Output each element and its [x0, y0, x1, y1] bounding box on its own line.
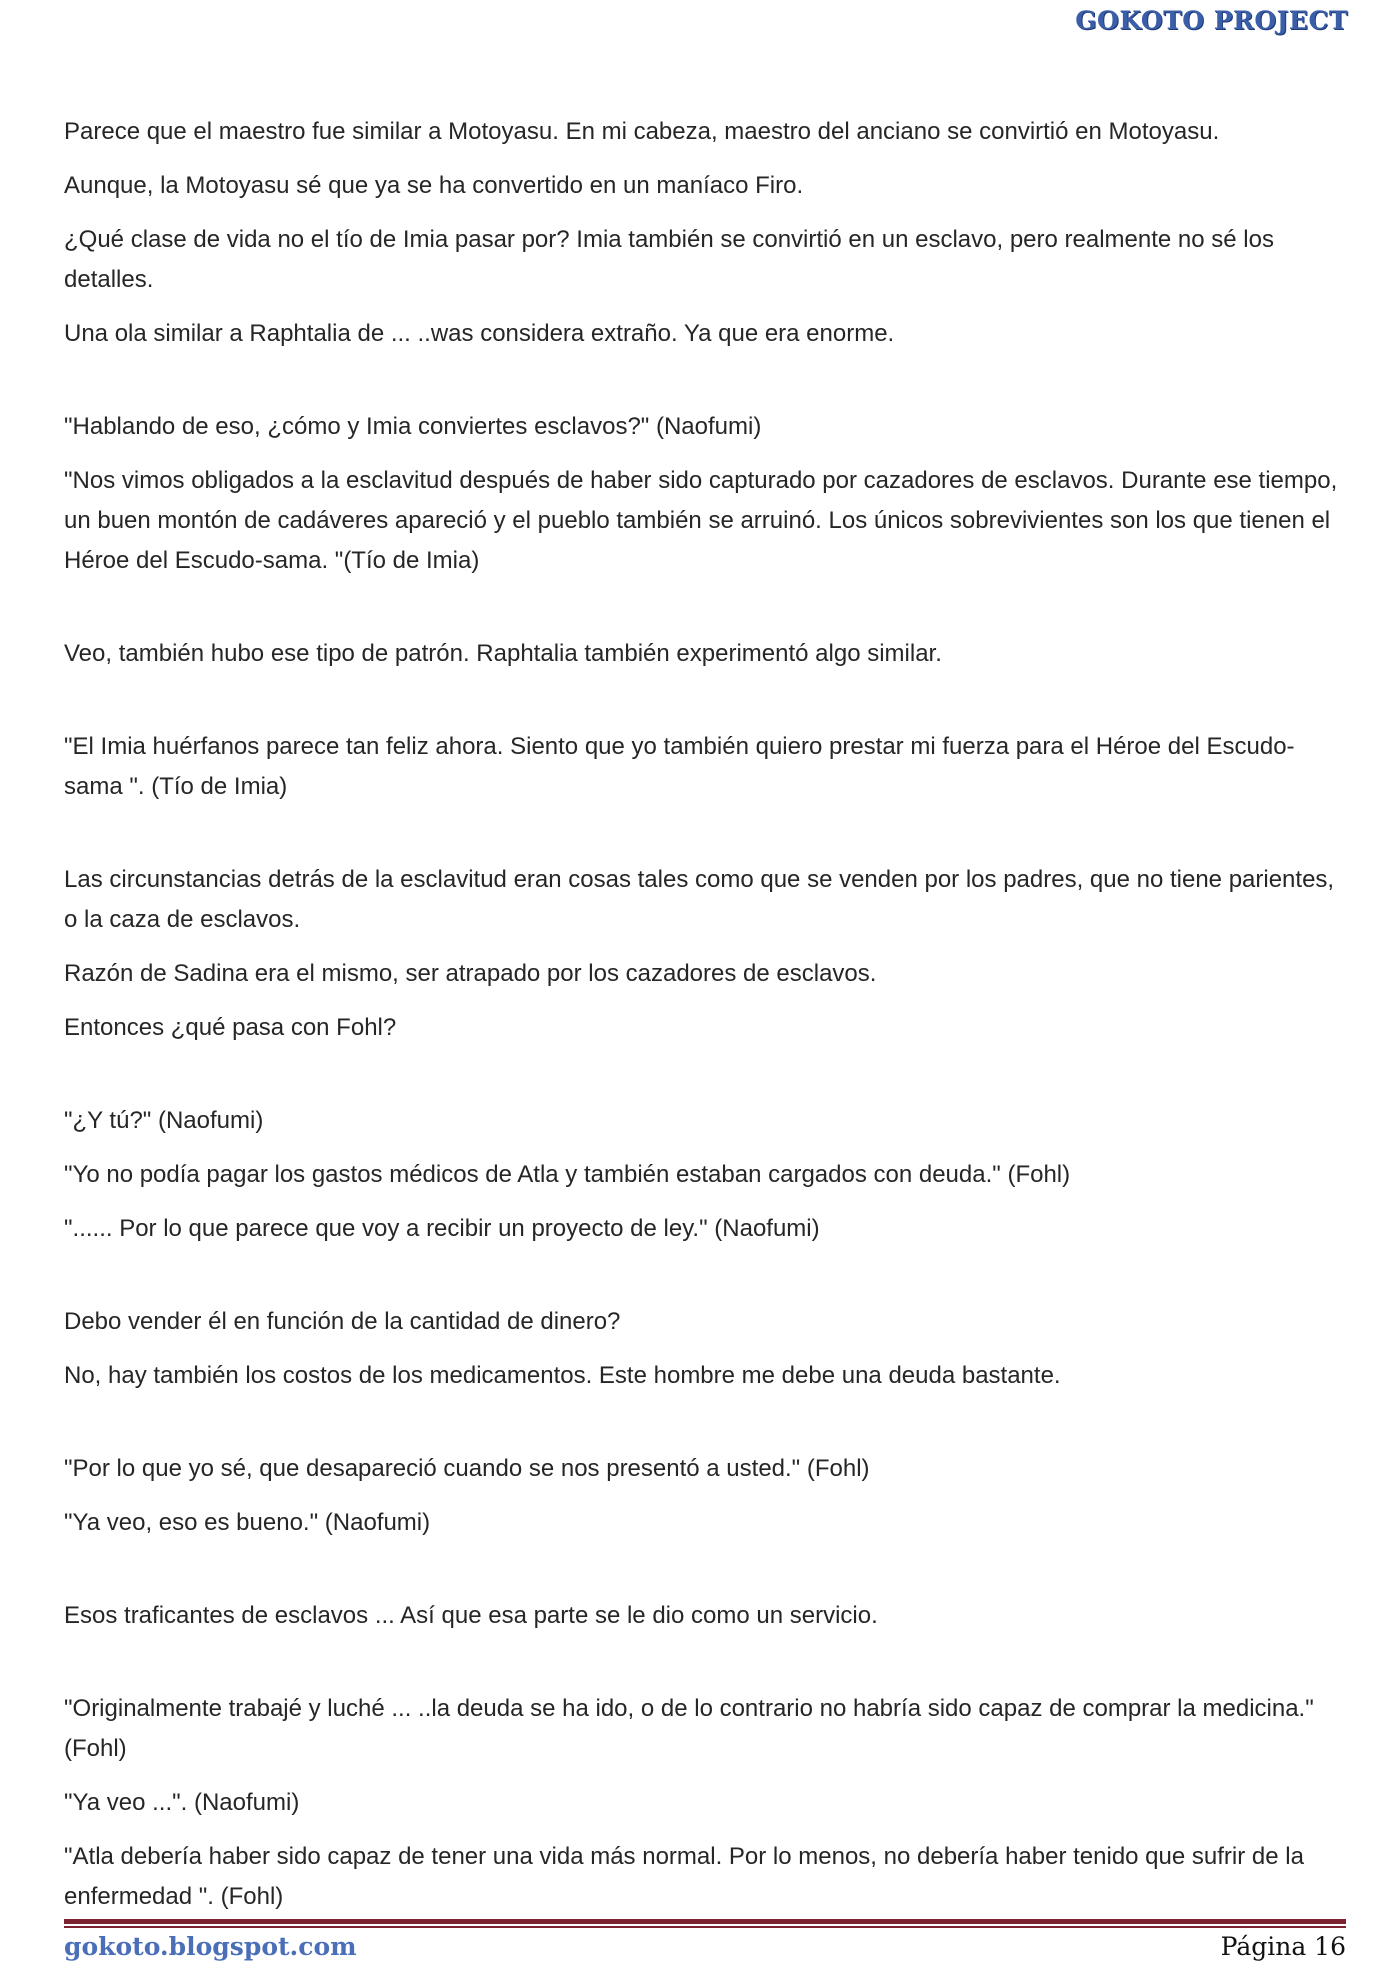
paragraph: Parece que el maestro fue similar a Motoyasu. En mi cabeza, maestro del anciano se convirtió en Motoyasu. — [64, 118, 1220, 145]
paragraph: "Nos vimos obligados a la esclavitud después de haber sido capturado por cazadores de esclavos. Durante ese tiempo, un buen montón de cadáveres apareció y el pueblo también se arruinó. Los únicos sobrevivientes son los que tienen el Héroe del Escudo-sama. "(Tío de Imia) — [64, 467, 1338, 574]
paragraph: "Atla debería haber sido capaz de tener una vida más normal. Por lo menos, no debería haber tenido que sufrir de la enfermedad ". (Fohl) — [64, 1843, 1304, 1910]
paragraph: Debo vender él en función de la cantidad de dinero? — [64, 1308, 621, 1335]
paragraph: ¿Qué clase de vida no el tío de Imia pasar por? Imia también se convirtió en un esclavo, pero realmente no sé los detalles. — [64, 226, 1274, 293]
paragraph: Razón de Sadina era el mismo, ser atrapado por los cazadores de esclavos. — [64, 960, 877, 987]
paragraph: "Por lo que yo sé, que desapareció cuando se nos presentó a usted." (Fohl) — [64, 1455, 870, 1482]
paragraph: Una ola similar a Raphtalia de ... ..was considera extraño. Ya que era enorme. — [64, 320, 895, 347]
header-brand-logo: GOKOTO PROJECT — [1075, 6, 1348, 35]
paragraph: "¿Y tú?" (Naofumi) — [64, 1107, 264, 1134]
paragraph: Entonces ¿qué pasa con Fohl? — [64, 1014, 397, 1041]
paragraph: Las circunstancias detrás de la esclavitud eran cosas tales como que se venden por los padres, que no tiene parientes, o la caza de esclavos. — [64, 866, 1335, 933]
paragraph: Esos traficantes de esclavos ... Así que esa parte se le dio como un servicio. — [64, 1602, 878, 1629]
paragraph: "Ya veo ...". (Naofumi) — [64, 1789, 300, 1816]
paragraph: "El Imia huérfanos parece tan feliz ahora. Siento que yo también quiero prestar mi fuerza para el Héroe del Escudo-sama ". (Tío de Imia) — [64, 733, 1295, 800]
paragraph: No, hay también los costos de los medicamentos. Este hombre me debe una deuda bastante. — [64, 1362, 1061, 1389]
page-number: Página 16 — [1220, 1932, 1346, 1961]
paragraph: "Yo no podía pagar los gastos médicos de Atla y también estaban cargados con deuda." (Fohl) — [64, 1161, 1071, 1188]
footer-divider-thin — [64, 1926, 1346, 1928]
footer-divider — [64, 1919, 1346, 1924]
paragraph: "Hablando de eso, ¿cómo y Imia conviertes esclavos?" (Naofumi) — [64, 413, 762, 440]
paragraph: Aunque, la Motoyasu sé que ya se ha convertido en un maníaco Firo. — [64, 172, 804, 199]
paragraph: "...... Por lo que parece que voy a recibir un proyecto de ley." (Naofumi) — [64, 1215, 820, 1242]
paragraph: Veo, también hubo ese tipo de patrón. Raphtalia también experimentó algo similar. — [64, 640, 942, 667]
footer-site-link[interactable]: gokoto.blogspot.com — [64, 1932, 357, 1961]
paragraph: "Ya veo, eso es bueno." (Naofumi) — [64, 1509, 431, 1536]
paragraph: "Originalmente trabajé y luché ... ..la deuda se ha ido, o de lo contrario no habría sido capaz de comprar la medicina." (Fohl) — [64, 1695, 1314, 1762]
page-body — [64, 112, 1346, 1917]
